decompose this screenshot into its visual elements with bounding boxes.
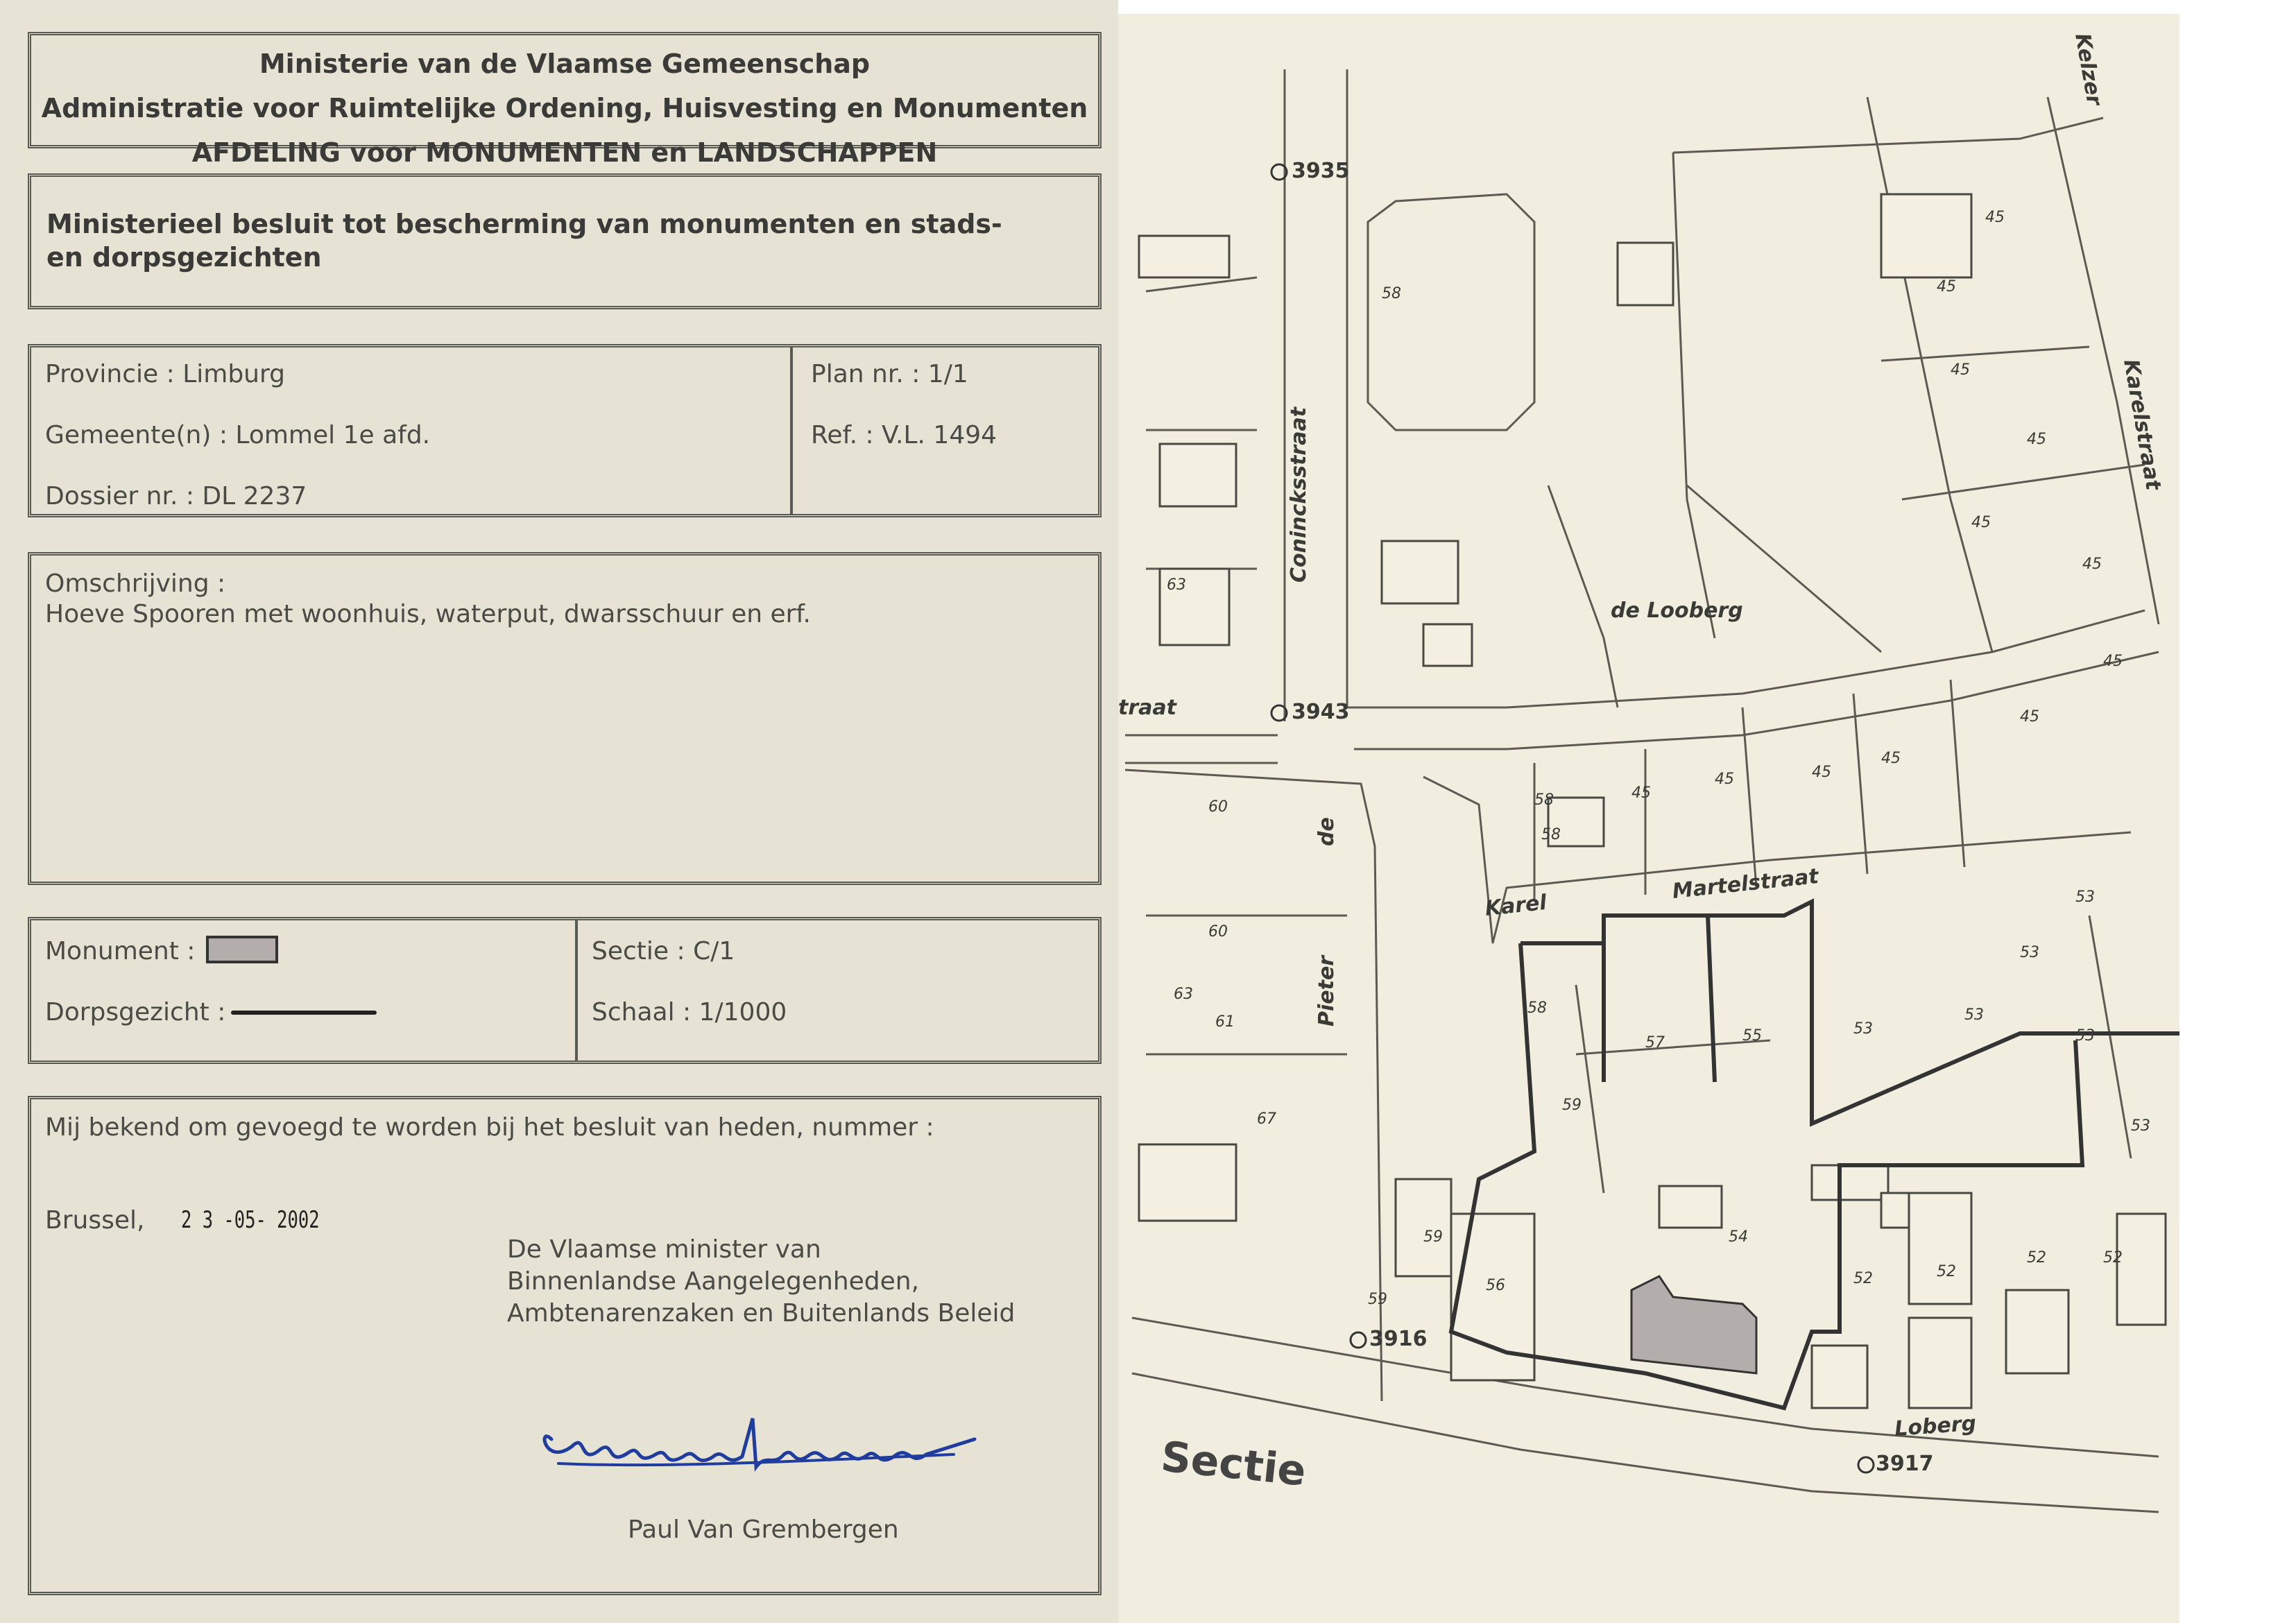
minister-line-3: Ambtenarenzaken en Buitenlands Beleid [507, 1299, 1016, 1328]
svg-text:55: 55 [1742, 1027, 1762, 1045]
svg-text:60: 60 [1208, 923, 1228, 941]
street-de-looberg: de Looberg [1611, 599, 1743, 623]
ministry-header [28, 32, 1102, 168]
description-label: Omschrijving : [45, 569, 226, 598]
svg-text:45: 45 [1985, 209, 2005, 226]
svg-text:58: 58 [1527, 999, 1547, 1017]
svg-text:53: 53 [1853, 1020, 1873, 1038]
svg-text:56: 56 [1486, 1277, 1505, 1294]
monument-shape [1631, 1276, 1756, 1373]
ministry-line-1: Ministerie van de Vlaamse Gemeenschap [259, 49, 871, 79]
dorpsgezicht-line [231, 1011, 377, 1015]
signature-image [531, 1391, 988, 1495]
svg-text:45: 45 [2020, 708, 2039, 725]
svg-text:45: 45 [1937, 278, 1956, 295]
svg-text:45: 45 [2027, 431, 2046, 448]
info-divider [790, 347, 793, 514]
marker-3916: 3916 [1369, 1327, 1428, 1351]
section-label: Sectie [1158, 1432, 1309, 1496]
dossier-info-box [28, 344, 1102, 517]
svg-text:59: 59 [1423, 1228, 1443, 1246]
svg-text:58: 58 [1541, 826, 1561, 843]
description-text: Hoeve Spooren met woonhuis, waterput, dwarsschuur en erf. [45, 600, 811, 628]
svg-text:52: 52 [2027, 1249, 2046, 1266]
svg-text:52: 52 [1937, 1263, 1956, 1280]
form-sheet [0, 0, 1118, 1623]
svg-text:53: 53 [2075, 888, 2095, 906]
minister-line-1: De Vlaamse minister van [507, 1235, 821, 1264]
cadastral-map [1118, 14, 2179, 1623]
svg-text:54: 54 [1729, 1228, 1748, 1246]
svg-text:52: 52 [2103, 1249, 2123, 1266]
street-kelzer: Kelzer [2070, 31, 2107, 108]
street-traat: traat [1118, 696, 1176, 720]
svg-text:53: 53 [2020, 944, 2039, 961]
street-karelstraat: Karelstraat [2118, 357, 2166, 492]
provincie-field: Provincie : Limburg [45, 360, 286, 388]
sectie-field: Sectie : C/1 [592, 937, 735, 965]
svg-text:45: 45 [2082, 556, 2102, 573]
svg-text:63: 63 [1174, 986, 1193, 1003]
ref-field: Ref. : V.L. 1494 [811, 421, 997, 449]
svg-text:67: 67 [1257, 1110, 1276, 1128]
street-de: de [1314, 817, 1339, 846]
svg-text:57: 57 [1645, 1034, 1665, 1051]
svg-text:58: 58 [1382, 285, 1401, 302]
svg-text:53: 53 [2131, 1117, 2150, 1135]
marker-3943: 3943 [1292, 700, 1350, 724]
street-martelstraat: Martelstraat [1671, 864, 1820, 904]
street-loberg: Loberg [1894, 1411, 1978, 1441]
svg-text:45: 45 [1971, 514, 1991, 531]
dorpsgezicht-label: Dorpsgezicht : [45, 998, 226, 1027]
svg-text:45: 45 [1631, 784, 1651, 802]
svg-text:59: 59 [1368, 1291, 1387, 1308]
svg-text:45: 45 [1951, 361, 1970, 379]
monument-label: Monument : [45, 937, 196, 965]
ministry-line-2: Administratie voor Ruimtelijke Ordening, Huisvesting en Monumenten [41, 93, 1088, 123]
ministry-line-3: AFDELING voor MONUMENTEN en LANDSCHAPPEN [191, 137, 938, 168]
minister-name: Paul Van Grembergen [628, 1515, 899, 1544]
plan-field: Plan nr. : 1/1 [811, 360, 968, 388]
signature-box [28, 1096, 1102, 1595]
date-stamp: 2 3 -05- 2002 [181, 1206, 320, 1234]
gemeente-field: Gemeente(n) : Lommel 1e afd. [45, 421, 431, 449]
marker-3917: 3917 [1876, 1452, 1934, 1476]
map-drawing [1118, 14, 2179, 1623]
svg-text:45: 45 [1812, 764, 1831, 781]
svg-text:52: 52 [1853, 1270, 1873, 1287]
street-conincksstraat: Conincksstraat [1287, 406, 1311, 583]
monument-swatch [206, 936, 278, 963]
svg-text:58: 58 [1534, 791, 1554, 809]
svg-text:53: 53 [2075, 1027, 2095, 1045]
place-text: Brussel, [45, 1206, 145, 1235]
decree-title-box [28, 173, 1102, 309]
known-statement: Mij bekend om gevoegd te worden bij het besluit van heden, nummer : [45, 1113, 934, 1142]
svg-text:53: 53 [1964, 1006, 1984, 1024]
street-karel: Karel [1484, 890, 1548, 921]
legend-divider [575, 920, 578, 1060]
svg-text:63: 63 [1167, 576, 1186, 594]
decree-title: Ministerieel besluit tot bescherming van monumenten en stads- en dorpsgezichten [46, 209, 1002, 273]
dossier-field: Dossier nr. : DL 2237 [45, 482, 307, 510]
svg-text:61: 61 [1215, 1013, 1235, 1031]
legend-box [28, 917, 1102, 1064]
description-box [28, 552, 1102, 885]
svg-text:45: 45 [1881, 750, 1901, 767]
street-pieter: Pieter [1314, 955, 1339, 1027]
marker-3935: 3935 [1292, 159, 1350, 183]
svg-text:45: 45 [1715, 771, 1734, 788]
svg-text:59: 59 [1562, 1097, 1582, 1114]
minister-line-2: Binnenlandse Aangelegenheden, [507, 1267, 920, 1296]
svg-text:45: 45 [2103, 653, 2123, 670]
svg-text:60: 60 [1208, 798, 1228, 816]
schaal-field: Schaal : 1/1000 [592, 998, 787, 1027]
